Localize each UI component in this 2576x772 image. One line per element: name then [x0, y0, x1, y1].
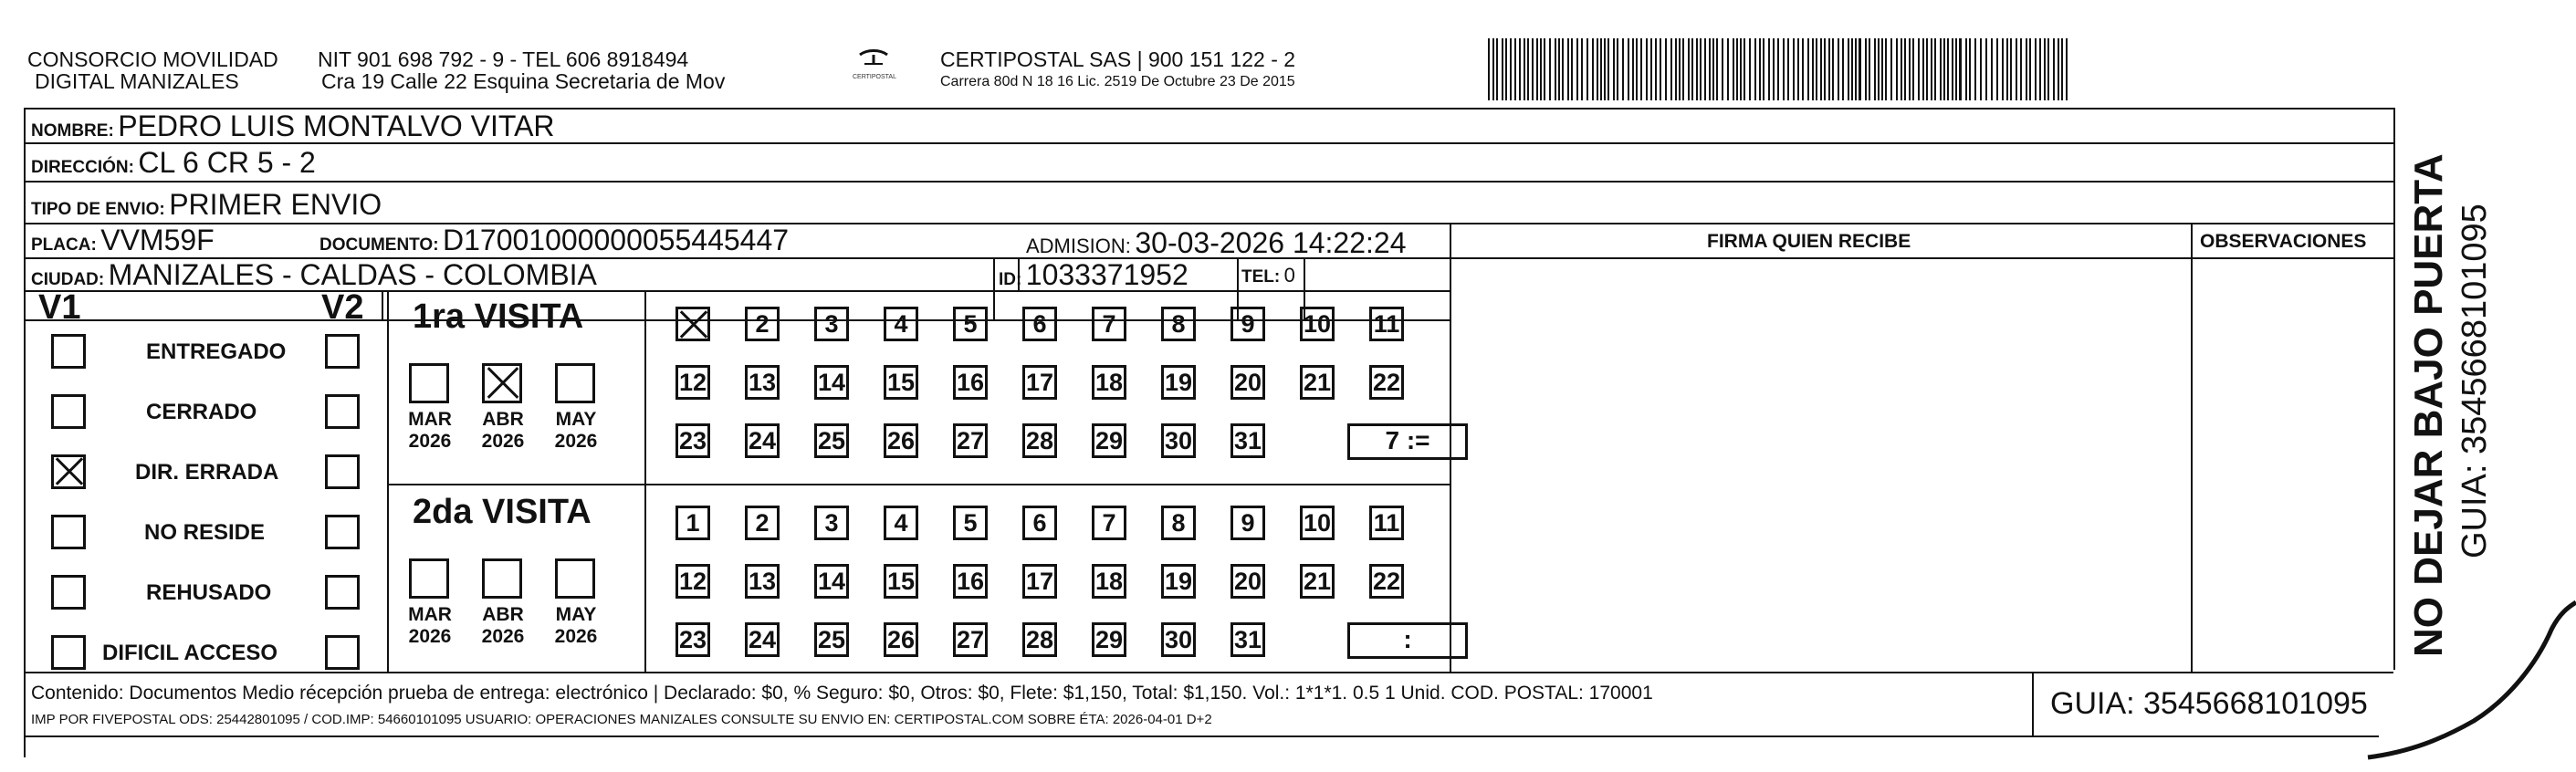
day-checkbox[interactable]	[675, 307, 710, 341]
month-year: 2026	[408, 626, 452, 647]
admision-label: ADMISION:	[1026, 235, 1131, 257]
day-checkbox[interactable]: 19	[1161, 365, 1196, 400]
nombre-label: NOMBRE:	[31, 121, 114, 141]
documento-value: D17001000000055445447	[443, 224, 790, 256]
month-year: 2026	[481, 431, 525, 452]
visit1-title: 1ra VISITA	[413, 297, 584, 336]
day-checkbox[interactable]: 31	[1230, 423, 1265, 458]
month-checkbox[interactable]	[482, 558, 522, 599]
tipo-envio-row	[31, 188, 382, 222]
day-checkbox[interactable]: 17	[1022, 564, 1057, 599]
day-checkbox[interactable]: 3	[814, 506, 849, 540]
v2-checkbox[interactable]	[325, 394, 360, 429]
day-checkbox[interactable]: 12	[675, 365, 710, 400]
day-checkbox[interactable]: 4	[884, 307, 918, 341]
day-checkbox[interactable]: 27	[953, 622, 988, 657]
status-option-label: NO RESIDE	[144, 520, 266, 545]
id-value: 1033371952	[1025, 258, 1189, 291]
day-checkbox[interactable]: 22	[1369, 564, 1404, 599]
day-checkbox[interactable]: 12	[675, 564, 710, 599]
v2-checkbox[interactable]	[325, 515, 360, 549]
day-checkbox[interactable]: 6	[1022, 307, 1057, 341]
status-option-label: ENTREGADO	[146, 339, 287, 364]
month-name: MAY	[555, 604, 597, 625]
day-checkbox[interactable]: 5	[953, 307, 988, 341]
day-checkbox[interactable]: 3	[814, 307, 849, 341]
v1-checkbox[interactable]	[51, 454, 86, 489]
day-checkbox[interactable]: 18	[1092, 365, 1126, 400]
direccion-label: DIRECCIÓN:	[31, 158, 134, 177]
company-name-2: DIGITAL MANIZALES	[35, 69, 239, 93]
direccion-value: CL 6 CR 5 - 2	[138, 146, 316, 179]
ciudad-value: MANIZALES - CALDAS - COLOMBIA	[108, 258, 597, 291]
day-checkbox[interactable]: 18	[1092, 564, 1126, 599]
visit2-title: 2da VISITA	[413, 493, 592, 531]
day-checkbox[interactable]: 27	[953, 423, 988, 458]
status-option-label: REHUSADO	[146, 580, 272, 605]
day-checkbox[interactable]: 13	[745, 365, 780, 400]
v1-header: V1	[38, 288, 81, 327]
tel-value: 0	[1283, 264, 1295, 287]
month-year: 2026	[554, 431, 598, 452]
month-checkbox[interactable]	[482, 363, 522, 403]
day-checkbox[interactable]: 15	[884, 564, 918, 599]
month-name: MAR	[408, 604, 452, 625]
v2-checkbox[interactable]	[325, 454, 360, 489]
day-checkbox[interactable]: 23	[675, 622, 710, 657]
month-name: ABR	[482, 409, 524, 430]
admision-value: 30-03-2026 14:22:24	[1135, 226, 1407, 259]
firma-header: FIRMA QUIEN RECIBE	[1707, 231, 1911, 252]
v1-checkbox[interactable]	[51, 334, 86, 369]
day-checkbox[interactable]: 8	[1161, 307, 1196, 341]
day-checkbox[interactable]: 4	[884, 506, 918, 540]
day-checkbox[interactable]: 20	[1230, 564, 1265, 599]
day-checkbox[interactable]: 5	[953, 506, 988, 540]
nit-line: NIT 901 698 792 - 9 - TEL 606 8918494	[318, 47, 689, 71]
documento-label: DOCUMENTO:	[319, 235, 439, 255]
day-checkbox[interactable]: 1	[675, 506, 710, 540]
v1-checkbox[interactable]	[51, 394, 86, 429]
placa-label: PLACA:	[31, 235, 97, 255]
day-checkbox[interactable]: 22	[1369, 365, 1404, 400]
barcode-icon	[1488, 38, 2072, 100]
day-checkbox[interactable]: 25	[814, 622, 849, 657]
day-checkbox[interactable]: 24	[745, 622, 780, 657]
month-year: 2026	[408, 431, 452, 452]
day-checkbox[interactable]: 11	[1369, 307, 1404, 341]
month-checkbox[interactable]	[555, 558, 595, 599]
day-checkbox[interactable]: 26	[884, 423, 918, 458]
v2-checkbox[interactable]	[325, 575, 360, 610]
day-checkbox[interactable]: 28	[1022, 423, 1057, 458]
day-checkbox[interactable]: 23	[675, 423, 710, 458]
time-box[interactable]: :	[1347, 622, 1468, 659]
placa-value: VVM59F	[100, 224, 215, 256]
day-checkbox[interactable]: 29	[1092, 423, 1126, 458]
day-checkbox[interactable]: 21	[1300, 365, 1335, 400]
day-checkbox[interactable]: 9	[1230, 307, 1265, 341]
status-option-label: DIFICIL ACCESO	[102, 641, 278, 665]
status-option-label: CERRADO	[146, 400, 257, 424]
month-checkbox[interactable]	[555, 363, 595, 403]
day-checkbox[interactable]: 8	[1161, 506, 1196, 540]
day-checkbox[interactable]: 25	[814, 423, 849, 458]
address-line: Cra 19 Calle 22 Esquina Secretaria de Mov	[321, 69, 726, 93]
day-checkbox[interactable]: 6	[1022, 506, 1057, 540]
courier-line-2: Carrera 80d N 18 16 Lic. 2519 De Octubre 23 De 2015	[940, 74, 1295, 89]
v1-checkbox[interactable]	[51, 575, 86, 610]
certipostal-logo-icon	[851, 47, 896, 84]
month-checkbox[interactable]	[409, 558, 449, 599]
tipo-envio-label: TIPO DE ENVIO:	[31, 200, 165, 219]
imp-line: IMP POR FIVEPOSTAL ODS: 25442801095 / COD.IMP: 54660101095 USUARIO: OPERACIONES MANIZALES CONSULTE SU ENVIO EN: CERTIPOSTAL.COM SOBRE ÉTA: 2026-04-01 D+2	[31, 712, 1212, 727]
month-name: MAY	[555, 409, 597, 430]
day-checkbox[interactable]: 20	[1230, 365, 1265, 400]
divider	[993, 257, 995, 319]
day-checkbox[interactable]: 16	[953, 365, 988, 400]
direccion-row	[31, 146, 316, 180]
day-checkbox[interactable]: 13	[745, 564, 780, 599]
v2-checkbox[interactable]	[325, 635, 360, 670]
observaciones-header: OBSERVACIONES	[2200, 231, 2367, 252]
day-checkbox[interactable]: 11	[1369, 506, 1404, 540]
tel-field	[1241, 264, 1295, 287]
courier-line-1: CERTIPOSTAL SAS | 900 151 122 - 2	[940, 47, 1296, 71]
no-dejar-warning: NO DEJAR BAJO PUERTA	[2406, 153, 2451, 657]
month-name: ABR	[482, 604, 524, 625]
month-checkbox[interactable]	[409, 363, 449, 403]
company-name-1: CONSORCIO MOVILIDAD	[27, 47, 278, 71]
day-checkbox[interactable]: 24	[745, 423, 780, 458]
day-checkbox[interactable]: 16	[953, 564, 988, 599]
v2-checkbox[interactable]	[325, 334, 360, 369]
day-checkbox[interactable]: 2	[745, 506, 780, 540]
month-year: 2026	[554, 626, 598, 647]
day-checkbox[interactable]: 14	[814, 564, 849, 599]
nombre-value: PEDRO LUIS MONTALVO VITAR	[118, 110, 555, 142]
admision-field	[1026, 226, 1407, 260]
time-box[interactable]: 7 :=	[1347, 423, 1468, 460]
svg-text:CERTIPOSTAL: CERTIPOSTAL	[853, 74, 896, 80]
tipo-envio-value: PRIMER ENVIO	[169, 188, 382, 221]
day-checkbox[interactable]: 30	[1161, 423, 1196, 458]
day-checkbox[interactable]: 7	[1092, 506, 1126, 540]
day-checkbox[interactable]: 15	[884, 365, 918, 400]
id-field	[999, 258, 1189, 292]
v1-checkbox[interactable]	[51, 635, 86, 670]
day-checkbox[interactable]: 10	[1300, 307, 1335, 341]
day-checkbox[interactable]: 28	[1022, 622, 1057, 657]
nombre-row	[31, 110, 555, 143]
day-checkbox[interactable]: 7	[1092, 307, 1126, 341]
ciudad-label: CIUDAD:	[31, 270, 105, 289]
ciudad-field	[31, 258, 597, 292]
day-checkbox[interactable]: 2	[745, 307, 780, 341]
day-checkbox[interactable]: 10	[1300, 506, 1335, 540]
day-checkbox[interactable]: 31	[1230, 622, 1265, 657]
v1-checkbox[interactable]	[51, 515, 86, 549]
month-name: MAR	[408, 409, 452, 430]
day-checkbox[interactable]: 17	[1022, 365, 1057, 400]
content-line: Contenido: Documentos Medio récepción prueba de entrega: electrónico | Declarado: $0, % Seguro: $0, Otros: $0, Flete: $1,150, Total: $1,150. Vol.: 1*1*1. 0.5 1 Unid. COD. POSTAL: 170001	[31, 683, 1653, 704]
documento-field	[319, 224, 789, 257]
id-label: ID:	[999, 270, 1022, 289]
day-checkbox[interactable]: 9	[1230, 506, 1265, 540]
guia-footer: GUIA: 3545668101095	[2050, 686, 2368, 721]
status-option-label: DIR. ERRADA	[135, 460, 279, 485]
day-checkbox[interactable]: 29	[1092, 622, 1126, 657]
placa-field	[31, 224, 215, 257]
day-checkbox[interactable]: 14	[814, 365, 849, 400]
day-checkbox[interactable]: 21	[1300, 564, 1335, 599]
month-year: 2026	[481, 626, 525, 647]
tel-label: TEL:	[1241, 267, 1281, 287]
v2-header: V2	[321, 288, 364, 327]
day-checkbox[interactable]: 19	[1161, 564, 1196, 599]
day-checkbox[interactable]: 30	[1161, 622, 1196, 657]
day-checkbox[interactable]: 26	[884, 622, 918, 657]
side-guia: GUIA: 3545668101095	[2456, 203, 2494, 558]
